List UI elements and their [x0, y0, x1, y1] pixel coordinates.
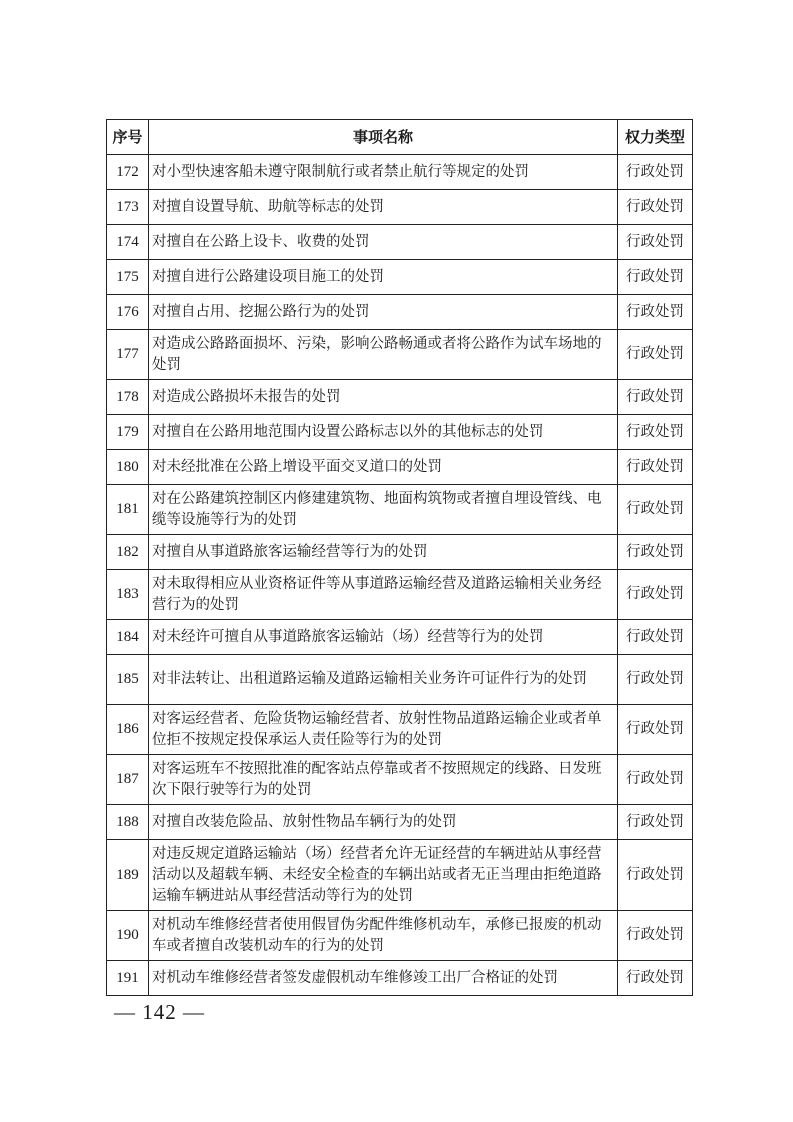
table-row	[107, 911, 693, 961]
table-row	[107, 755, 693, 805]
row-seq: 184	[107, 620, 149, 655]
row-type: 行政处罚	[618, 415, 693, 450]
header-type: 权力类型	[618, 120, 693, 155]
table-row	[107, 840, 693, 911]
row-name: 对机动车维修经营者签发虚假机动车维修竣工出厂合格证的处罚	[149, 961, 618, 996]
table-row	[107, 620, 693, 655]
row-name: 对在公路建筑控制区内修建建筑物、地面构筑物或者擅自埋设管线、电缆等设施等行为的处罚	[149, 485, 618, 535]
row-type: 行政处罚	[618, 911, 693, 961]
row-name: 对擅自占用、挖掘公路行为的处罚	[149, 295, 618, 330]
row-name: 对客运班车不按照批准的配客站点停靠或者不按照规定的线路、日发班次下限行驶等行为的处罚	[149, 755, 618, 805]
row-seq: 188	[107, 805, 149, 840]
row-seq: 179	[107, 415, 149, 450]
table-header-row	[107, 120, 693, 155]
row-name: 对擅自改装危险品、放射性物品车辆行为的处罚	[149, 805, 618, 840]
row-name: 对造成公路路面损坏、污染，影响公路畅通或者将公路作为试车场地的处罚	[149, 330, 618, 380]
row-type: 行政处罚	[618, 295, 693, 330]
table-row	[107, 535, 693, 570]
row-type: 行政处罚	[618, 155, 693, 190]
row-type: 行政处罚	[618, 655, 693, 705]
row-seq: 175	[107, 260, 149, 295]
row-seq: 172	[107, 155, 149, 190]
row-type: 行政处罚	[618, 190, 693, 225]
table-row	[107, 655, 693, 705]
table-row	[107, 155, 693, 190]
row-seq: 191	[107, 961, 149, 996]
row-seq: 181	[107, 485, 149, 535]
table-row	[107, 415, 693, 450]
table-row	[107, 330, 693, 380]
row-type: 行政处罚	[618, 570, 693, 620]
row-type: 行政处罚	[618, 805, 693, 840]
row-name: 对小型快速客船未遵守限制航行或者禁止航行等规定的处罚	[149, 155, 618, 190]
row-type: 行政处罚	[618, 450, 693, 485]
row-type: 行政处罚	[618, 225, 693, 260]
row-seq: 176	[107, 295, 149, 330]
table-row	[107, 295, 693, 330]
row-name: 对未经批准在公路上增设平面交叉道口的处罚	[149, 450, 618, 485]
row-type: 行政处罚	[618, 961, 693, 996]
row-seq: 177	[107, 330, 149, 380]
row-seq: 180	[107, 450, 149, 485]
table-row	[107, 190, 693, 225]
row-seq: 178	[107, 380, 149, 415]
table-row	[107, 225, 693, 260]
row-type: 行政处罚	[618, 535, 693, 570]
row-name: 对未经许可擅自从事道路旅客运输站（场）经营等行为的处罚	[149, 620, 618, 655]
row-name: 对造成公路损坏未报告的处罚	[149, 380, 618, 415]
header-name: 事项名称	[149, 120, 618, 155]
row-seq: 183	[107, 570, 149, 620]
row-name: 对擅自进行公路建设项目施工的处罚	[149, 260, 618, 295]
table-row	[107, 485, 693, 535]
table-row	[107, 705, 693, 755]
table-row	[107, 570, 693, 620]
row-name: 对擅自设置导航、助航等标志的处罚	[149, 190, 618, 225]
table-row	[107, 805, 693, 840]
row-seq: 174	[107, 225, 149, 260]
row-seq: 189	[107, 840, 149, 911]
row-type: 行政处罚	[618, 380, 693, 415]
row-seq: 185	[107, 655, 149, 705]
page-number: — 142 —	[114, 1000, 205, 1024]
row-type: 行政处罚	[618, 840, 693, 911]
row-type: 行政处罚	[618, 705, 693, 755]
row-name: 对未取得相应从业资格证件等从事道路运输经营及道路运输相关业务经营行为的处罚	[149, 570, 618, 620]
row-type: 行政处罚	[618, 330, 693, 380]
row-name: 对擅自在公路上设卡、收费的处罚	[149, 225, 618, 260]
row-seq: 187	[107, 755, 149, 805]
row-seq: 190	[107, 911, 149, 961]
table-row	[107, 961, 693, 996]
row-name: 对客运经营者、危险货物运输经营者、放射性物品道路运输企业或者单位拒不按规定投保承运人责任险等行为的处罚	[149, 705, 618, 755]
row-name: 对擅自在公路用地范围内设置公路标志以外的其他标志的处罚	[149, 415, 618, 450]
row-name: 对非法转让、出租道路运输及道路运输相关业务许可证件行为的处罚	[149, 655, 618, 705]
row-seq: 182	[107, 535, 149, 570]
table-row	[107, 260, 693, 295]
row-type: 行政处罚	[618, 620, 693, 655]
row-seq: 186	[107, 705, 149, 755]
table-row	[107, 380, 693, 415]
row-name: 对违反规定道路运输站（场）经营者允许无证经营的车辆进站从事经营活动以及超载车辆、未经安全检查的车辆出站或者无正当理由拒绝道路运输车辆进站从事经营活动等行为的处罚	[149, 840, 618, 911]
row-type: 行政处罚	[618, 755, 693, 805]
row-name: 对机动车维修经营者使用假冒伪劣配件维修机动车，承修已报废的机动车或者擅自改装机动车的行为的处罚	[149, 911, 618, 961]
row-type: 行政处罚	[618, 260, 693, 295]
row-type: 行政处罚	[618, 485, 693, 535]
power-list-table	[106, 119, 693, 996]
table-row	[107, 450, 693, 485]
row-name: 对擅自从事道路旅客运输经营等行为的处罚	[149, 535, 618, 570]
header-seq: 序号	[107, 120, 149, 155]
row-seq: 173	[107, 190, 149, 225]
